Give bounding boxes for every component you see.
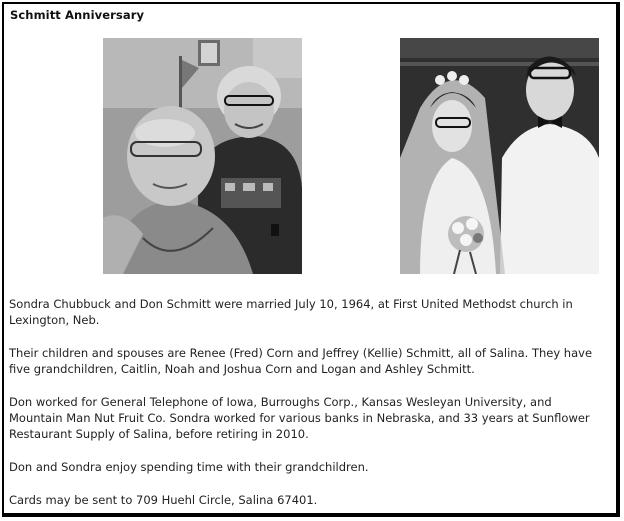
article-title: Schmitt Anniversary [10,8,145,22]
paragraph-careers: Don worked for General Telephone of Iowa, Burroughs Corp., Kansas Wesleyan University, and Mountain Man Nut Fruit Co. Sondra worked for various banks in Nebraska, and 33 years at Sunflower Restaurant Supply of Salina, before retiring in 2010. [9,395,590,441]
paragraph-marriage: Sondra Chubbuck and Don Schmitt were married July 10, 1964, at First United Methodst church in Lexington, Neb. [9,297,573,327]
announcement-card [2,2,620,517]
wedding-photo [400,38,599,274]
paragraph-hobbies: Don and Sondra enjoy spending time with their grandchildren. [9,460,369,474]
couple-recent-photo [103,38,302,274]
paragraph-children: Their children and spouses are Renee (Fred) Corn and Jeffrey (Kellie) Schmitt, all of Salina. They have five grandchildren, Caitlin, Noah and Joshua Corn and Logan and Ashley Schmitt. [9,346,593,376]
paragraph-cards-address: Cards may be sent to 709 Huehl Circle, Salina 67401. [9,493,318,507]
